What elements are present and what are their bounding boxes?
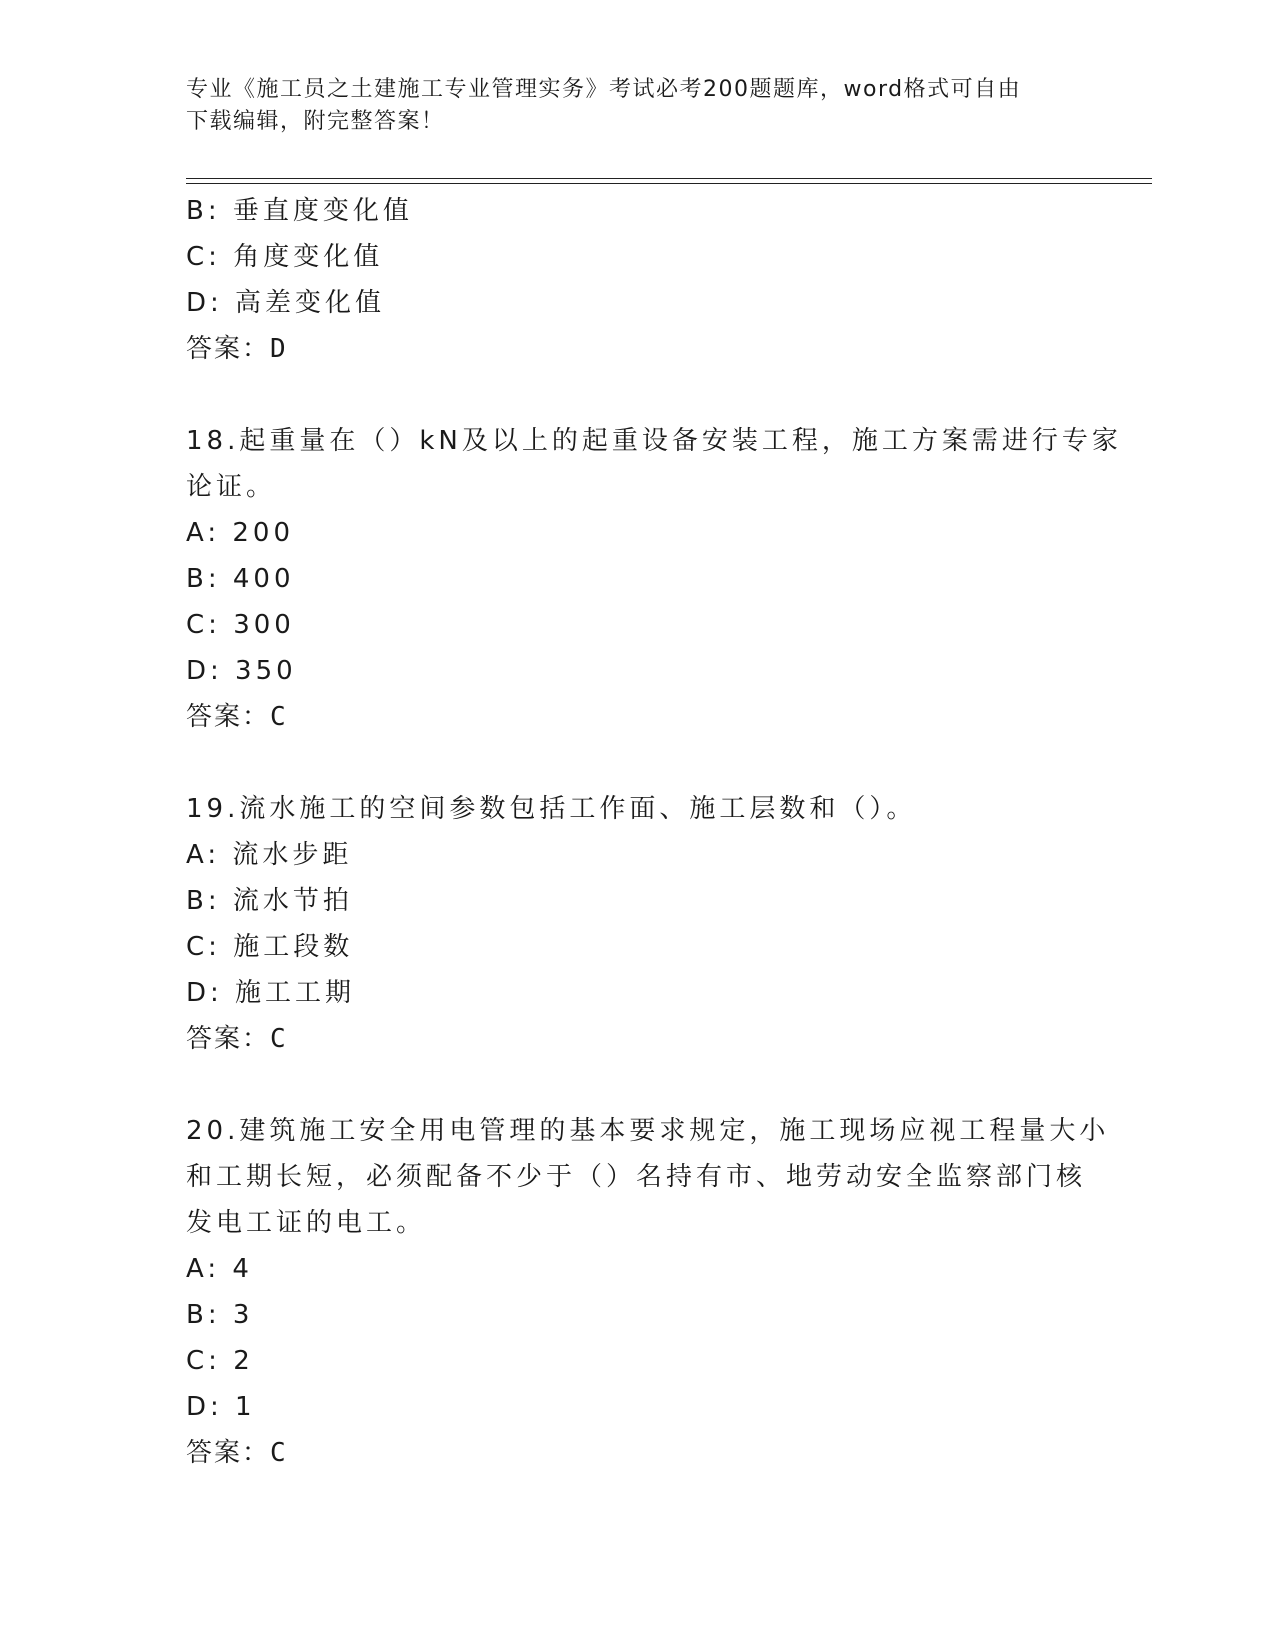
option-text: 3 [232,1300,254,1330]
answer-line [186,694,1086,740]
option-label: A: [186,840,221,870]
option-d [186,1384,1086,1430]
answer-value: C [270,1438,286,1468]
option-b [186,1292,1086,1338]
answer-label: 答案： [186,1024,271,1054]
answer-value: C [270,1024,286,1054]
option-a [186,832,1086,878]
option-label: C: [186,932,221,962]
option-b [186,878,1086,924]
option-label: D: [186,656,223,686]
option-label: B: [186,1300,221,1330]
spacer [186,372,1086,418]
answer-value: C [270,702,286,732]
option-label: D: [186,1392,223,1422]
question-17-continued [186,188,1086,372]
option-text: 1 [235,1392,256,1422]
option-label: B: [186,196,221,226]
question-text-line-2: 论证。 [186,472,277,502]
answer-value: D [270,334,286,364]
header-divider [186,178,1152,184]
option-text: 流水节拍 [232,886,353,916]
question-text-line-1: 19.流水施工的空间参数包括工作面、施工层数和（）。 [186,794,917,824]
document-header [186,74,1086,138]
option-text: 流水步距 [232,840,353,870]
option-c [186,602,1086,648]
option-a [186,1246,1086,1292]
question-list [186,188,1122,1476]
option-label: A: [186,1254,221,1284]
option-text: 4 [232,1254,253,1284]
spacer [186,740,1086,786]
option-label: D: [186,288,223,318]
option-label: C: [186,610,221,640]
option-text: 施工段数 [233,932,354,962]
question-text-line-1: 18.起重量在（）kN及以上的起重设备安装工程，施工方案需进行专家 [186,426,1122,456]
option-c [186,924,1086,970]
option-text: 400 [232,564,295,594]
option-label: C: [186,242,221,272]
option-text: 角度变化值 [233,242,384,272]
question-text-line-2: 和工期长短，必须配备不少于（）名持有市、地劳动安全监察部门核 [186,1162,1087,1192]
option-c [186,1338,1086,1384]
option-label: C: [186,1346,221,1376]
option-label: B: [186,886,221,916]
answer-line [186,326,1086,372]
answer-label: 答案： [186,702,271,732]
answer-line [186,1016,1086,1062]
answer-label: 答案： [186,334,271,364]
question-19 [186,786,1086,1062]
option-b [186,556,1086,602]
option-label: D: [186,978,223,1008]
option-label: A: [186,518,221,548]
spacer [186,1062,1086,1108]
option-d [186,648,1086,694]
option-b [186,188,1086,234]
header-line-2: 下载编辑，附完整答案！ [186,109,445,134]
header-line-1: 专业《施工员之土建施工专业管理实务》考试必考200题题库，word格式可自由 [186,77,1022,102]
option-a [186,510,1086,556]
option-text: 200 [232,518,294,548]
option-text: 300 [233,610,295,640]
question-text-line-1: 20.建筑施工安全用电管理的基本要求规定，施工现场应视工程量大小 [186,1116,1110,1146]
question-text-line-3: 发电工证的电工。 [186,1208,427,1238]
option-text: 垂直度变化值 [232,196,413,226]
answer-label: 答案： [186,1438,271,1468]
option-text: 施工工期 [235,978,356,1008]
option-text: 350 [235,656,297,686]
option-text: 2 [233,1346,254,1376]
question-18 [186,418,1122,740]
option-c [186,234,1086,280]
option-label: B: [186,564,221,594]
option-d [186,280,1086,326]
answer-line [186,1430,1086,1476]
question-20 [186,1108,1110,1476]
option-text: 高差变化值 [235,288,386,318]
option-d [186,970,1086,1016]
